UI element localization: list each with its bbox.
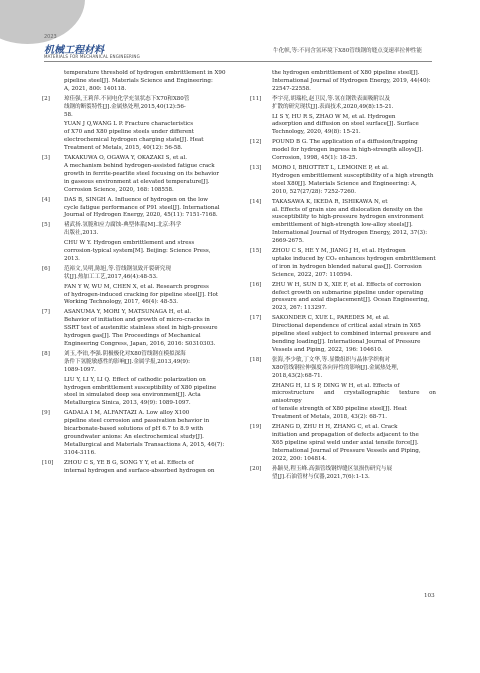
reference-number: [20] <box>250 465 262 472</box>
reference-line: pipeline steel subject to combined internal pressure and <box>272 331 431 338</box>
reference-number: [7] <box>42 309 50 316</box>
reference-number <box>42 240 64 264</box>
reference-line: of iron in hydrogen blended natural gas[J]. Corrosion <box>272 263 422 270</box>
journal-year: 2023 <box>44 34 57 40</box>
reference-number: [6] <box>42 265 50 272</box>
reference-entry <box>250 114 436 138</box>
reference-text <box>272 466 436 482</box>
reference-text <box>64 222 228 238</box>
reference-entry <box>250 70 436 94</box>
journal-title-en: MATERIALS FOR MECHANICAL ENGINEERING <box>44 54 140 59</box>
reference-line: 褚武扬.氢脆和应力腐蚀-典型体系[M].北京:科学 <box>64 222 182 229</box>
reference-entry <box>250 248 436 280</box>
reference-line: 3104-3116. <box>64 449 96 456</box>
reference-entry <box>42 309 228 349</box>
reference-number: [14] <box>250 198 262 205</box>
reference-line: LIU Y, LI Y, LI Q. Effect of cathodic polarization on <box>64 376 206 383</box>
reference-line: 张海,李少敏,丁文华,等.显微组织与晶体学织构对 <box>272 356 390 363</box>
reference-line: in gaseous environment at elevated temperature[J]. <box>64 178 210 185</box>
reference-line: growth in ferrite-pearlite steel focusing on its behavior <box>64 170 220 177</box>
reference-line: 刘玉,李铂,李强.阴极极化对X80管线钢在模拟深海 <box>64 350 186 357</box>
reference-line: 2022, 200: 104814. <box>272 455 327 462</box>
reference-text <box>272 315 436 355</box>
reference-line: Metallurgical and Materials Transactions A, 2015, 46(7): <box>64 441 225 448</box>
reference-line: International Journal of Hydrogen Energy, 2019, 44(40): <box>272 77 431 84</box>
reference-text <box>64 70 228 94</box>
reference-line: embrittlement of high-strength low-alloy steels[J]. <box>272 222 413 229</box>
reference-line: al. Effects of grain size and dislocation density on the <box>272 206 423 213</box>
reference-number: [12] <box>250 139 262 146</box>
reference-line: uptake induced by CO₂ enhances hydrogen embrittlement <box>272 255 436 262</box>
reference-entry <box>250 199 436 246</box>
reference-line: 琼佳强,王莉萍.不同电化学充氢状态下X70和X80管 <box>64 95 190 102</box>
reference-number <box>250 383 272 423</box>
reference-entry <box>250 357 436 381</box>
reference-text <box>64 460 228 476</box>
reference-text <box>272 282 436 314</box>
reference-line: internal hydrogen and surface-absorbed hydrogen on <box>64 467 215 474</box>
reference-line: 1089-1097. <box>64 366 96 373</box>
reference-line: bicarbonate-based solutions of pH 6.7 to 8.9 with <box>64 426 204 433</box>
journal-logo-arc <box>0 0 85 44</box>
references-left-column <box>42 70 228 478</box>
reference-text <box>64 284 228 308</box>
reference-text <box>64 410 228 457</box>
reference-line: susceptibility to high-pressure hydrogen environment <box>272 214 424 221</box>
reference-number <box>250 70 272 94</box>
reference-line: Directional dependence of critical axial strain in X65 <box>272 323 421 330</box>
reference-text <box>64 197 228 221</box>
reference-entry <box>250 139 436 163</box>
reference-text <box>64 155 228 195</box>
reference-line: LI S Y, HU R S, ZHAO W M, et al. Hydrogen <box>272 113 396 120</box>
reference-line: ZHOU C S, YE B G, SONG Y Y, et al. Effects of <box>64 459 194 466</box>
running-head: 牛化帜,等:不同含氢环境下X80管线钢的缝点变速率拉伸性能 <box>272 48 422 54</box>
reference-line: steel in simulated deep sea environment[J]. Acta <box>64 392 201 399</box>
reference-line: cycle fatigue performance of P91 steel[J]. International <box>64 204 220 211</box>
reference-number: [2] <box>42 95 50 102</box>
reference-line: ZHANG D, ZHU H H, ZHANG C, et al. Crack <box>272 424 398 431</box>
reference-text <box>272 165 436 197</box>
reference-line: pipeline steel corrosion and passivation behavior in <box>64 418 210 425</box>
reference-entry <box>42 155 228 195</box>
reference-number <box>42 284 64 308</box>
reference-number: [18] <box>250 356 262 363</box>
reference-line: defect growth on submarine pipeline under operating <box>272 289 424 296</box>
reference-line: 李宇亮,胡瑞松,赵卫民,等.氢在钢铁表面吸附以及 <box>272 95 390 102</box>
reference-line: POUND B G. The application of a diffusion/trapping <box>272 139 418 146</box>
reference-line: ZHU W H, SUN D X, XIE F, et al. Effects of corrosion <box>272 281 422 288</box>
reference-line: CHU W Y. Hydrogen embrittlement and stress <box>64 240 195 247</box>
reference-line: X65 pipeline spiral weld under axial tensile force[J]. <box>272 439 419 446</box>
reference-line: TAKASAWA K, IKEDA R, ISHIKAWA N, et <box>272 198 388 205</box>
reference-text <box>64 309 228 349</box>
reference-entry <box>250 165 436 197</box>
reference-line: Science, 2022, 207: 110594. <box>272 271 353 278</box>
reference-line: Hydrogen embrittlement susceptibility of a high strength <box>272 172 434 179</box>
reference-line: 22547-22558. <box>272 85 311 92</box>
reference-line: Behavior of initiation and growth of micro-cracks in <box>64 317 210 324</box>
reference-entry <box>42 410 228 457</box>
reference-line: initiation and propagation of defects adjacent to the <box>272 431 419 438</box>
reference-line: Corrosion, 1998, 45(1): 18-25. <box>272 155 358 162</box>
reference-line: corrosion-typical system[M]. Beijing: Science Press, <box>64 248 211 255</box>
reference-text <box>272 199 436 246</box>
reference-entry <box>42 266 228 282</box>
reference-line: Journal of Hydrogen Energy, 2020, 45(11): 7151-7168. <box>64 212 218 219</box>
journal-title-cn: 机械工程材料 <box>44 45 104 56</box>
reference-text <box>272 70 436 94</box>
reference-entry <box>42 222 228 238</box>
reference-text <box>272 114 436 138</box>
reference-entry <box>42 377 228 409</box>
reference-line: 2010, 527(27/28): 7252-7260. <box>272 188 357 195</box>
reference-line: 58. <box>64 111 73 118</box>
reference-line: steel X80[J]. Materials Science and Engineering: A, <box>272 180 417 187</box>
reference-number: [16] <box>250 281 262 288</box>
reference-line: 2013. <box>64 255 80 262</box>
reference-entry <box>42 284 228 308</box>
reference-number <box>42 377 64 409</box>
reference-text <box>272 248 436 280</box>
reference-number: [15] <box>250 248 262 255</box>
reference-number: [8] <box>42 350 50 357</box>
reference-number: [17] <box>250 315 262 322</box>
reference-entry <box>250 466 436 482</box>
reference-line: Treatment of Metals, 2015, 40(12): 56-58. <box>64 145 183 152</box>
reference-line: Working Technology, 2017, 46(4): 48-53. <box>64 299 179 306</box>
reference-line: hydrogen gas[J]. The Proceedings of Mechanical <box>64 333 201 340</box>
reference-line: MORO I, BRIOTTET L, LEMOINE P, et al. <box>272 164 389 171</box>
reference-text <box>64 240 228 264</box>
page-number: 103 <box>424 593 435 599</box>
reference-number: [5] <box>42 222 50 229</box>
reference-line: TAKAKUWA O, OGAWA Y, OKAZAKI S, et al. <box>64 155 187 162</box>
reference-entry <box>250 424 436 464</box>
reference-number: [11] <box>250 95 262 102</box>
reference-line: 扩散的研究现状[J].表面技术,2020,49(8):15-21. <box>272 103 394 110</box>
reference-line: pipeline steel[J]. Materials Science and Engineering: <box>64 77 213 84</box>
reference-line: of X70 and X80 pipeline steels under different <box>64 129 194 136</box>
reference-line: 线钢的断裂特性[J].金属热处理,2015,40(12):56- <box>64 103 186 110</box>
reference-text <box>272 357 436 381</box>
reference-number: [3] <box>42 155 50 162</box>
reference-text <box>64 121 228 153</box>
reference-entry <box>42 70 228 94</box>
reference-line: Engineering Congress, Japan, 2016, 2016: S0310303. <box>64 341 216 347</box>
reference-line: 2669-2675. <box>272 238 304 245</box>
reference-line: 望[J].石油管材与仪器,2021,7(6):1-13. <box>272 473 370 480</box>
reference-number: [19] <box>250 424 262 431</box>
reference-line: A, 2021, 800: 140118. <box>64 85 127 92</box>
reference-entry <box>250 383 436 423</box>
header-divider <box>44 61 432 62</box>
reference-entry <box>250 282 436 314</box>
reference-line: YUAN J Q,WANG L P. Fracture characteristics <box>64 121 194 128</box>
reference-text <box>272 96 436 112</box>
reference-line: of tensile strength of X80 pipeline steel[J]. Heat <box>272 406 407 413</box>
reference-line: International Journal of Hydrogen Energy, 2012, 37(3): <box>272 230 428 237</box>
reference-line: SAKONDER C, XUE L, PAREDES M, et al. <box>272 315 390 322</box>
references-right-column <box>250 70 436 483</box>
reference-line: temperature threshold of hydrogen embrittlement in X90 <box>64 70 226 76</box>
reference-text <box>272 383 436 423</box>
reference-line: Metallurgica Sinica, 2013, 49(9): 1089-1097. <box>64 400 191 407</box>
reference-line: groundwater anions: An electrochemical study[J]. <box>64 433 204 440</box>
reference-number: [10] <box>42 459 54 466</box>
reference-number: [9] <box>42 410 50 417</box>
reference-line: adsorption and diffusion on steel surface[J]. Surface <box>272 121 419 128</box>
reference-entry <box>42 96 228 120</box>
reference-entry <box>250 315 436 355</box>
reference-line: model for hydrogen ingress in high-strength alloys[J]. <box>272 147 424 154</box>
reference-line: 出版社,2013. <box>64 230 99 237</box>
reference-text <box>272 139 436 163</box>
reference-line: of hydrogen-induced cracking for pipeline steel[J]. Hot <box>64 291 219 298</box>
reference-line: electrochemical hydrogen charging state[J]. Heat <box>64 137 204 144</box>
reference-line: hydrogen embrittlement susceptibility of X80 pipeline <box>64 384 217 391</box>
reference-line: 状[J].热加工工艺,2017,46(4):48-53. <box>64 273 158 280</box>
reference-entry <box>42 460 228 476</box>
reference-line: X80管线钢拉伸强度各向异性的影响[J].金属热处理, <box>272 364 399 371</box>
reference-line: Vessels and Piping, 2022, 196: 104610. <box>272 346 383 353</box>
reference-line: International Journal of Pressure Vessels and Piping, <box>272 447 421 454</box>
reference-line: microstructure and crystallographic texture on anisotropy <box>272 390 436 405</box>
reference-entry <box>42 351 228 375</box>
reference-line: 孙颖昊,程玉峰.高强管线钢焊缝区氢损伤研究与展 <box>272 465 393 472</box>
reference-line: Treatment of Metals, 2018, 43(2): 68-71. <box>272 414 388 421</box>
reference-number <box>42 70 64 94</box>
reference-entry <box>42 121 228 153</box>
reference-text <box>64 377 228 409</box>
reference-line: 2018,43(2):68-71. <box>272 372 323 379</box>
reference-line: the hydrogen embrittlement of X80 pipeline steel[J]. <box>272 70 420 76</box>
reference-line: SSRT test of austenitic stainless steel in high-pressure <box>64 325 218 332</box>
reference-line: 条件下氢脆敏感性的影响[J].金属学报,2013,49(9): <box>64 358 190 365</box>
reference-line: bending loading[J]. International Journal of Pressure <box>272 339 421 345</box>
reference-line: 2023, 267: 113297. <box>272 305 327 312</box>
reference-entry <box>42 197 228 221</box>
reference-text <box>64 266 228 282</box>
reference-line: ZHOU C S, HE Y M, JIANG J H, et al. Hydrogen <box>272 248 406 255</box>
reference-line: ZHANG H, LI S P, DING W H, et al. Effects of <box>272 382 400 389</box>
reference-number: [4] <box>42 196 50 203</box>
reference-line: FAN Y W, WU M, CHEN X, et al. Research progress <box>64 283 209 290</box>
page-header <box>0 0 480 66</box>
reference-number: [13] <box>250 164 262 171</box>
reference-text <box>64 351 228 375</box>
reference-number <box>42 121 64 153</box>
reference-text <box>272 424 436 464</box>
reference-line: 范裕文,吴明,陈旭,等.管线钢氢致开裂研究现 <box>64 265 171 272</box>
reference-entry <box>250 96 436 112</box>
reference-line: Technology, 2020, 49(8): 15-21. <box>272 129 361 136</box>
reference-line: A mechanism behind hydrogen-assisted fatigue crack <box>64 162 215 169</box>
reference-line: GADALA I M, ALFANTAZI A. Low alloy X100 <box>64 410 190 417</box>
reference-line: pressure and axial displacement[J]. Ocean Engineering, <box>272 297 430 304</box>
reference-line: DAS B, SINGH A. Influence of hydrogen on the low <box>64 196 209 203</box>
reference-entry <box>42 240 228 264</box>
reference-number <box>250 114 272 138</box>
reference-line: Corrosion Science, 2020, 168: 108558. <box>64 186 174 193</box>
reference-line: ASANUMA Y, MORI Y, MATSUNAGA H, et al. <box>64 309 192 316</box>
reference-text <box>64 96 228 120</box>
